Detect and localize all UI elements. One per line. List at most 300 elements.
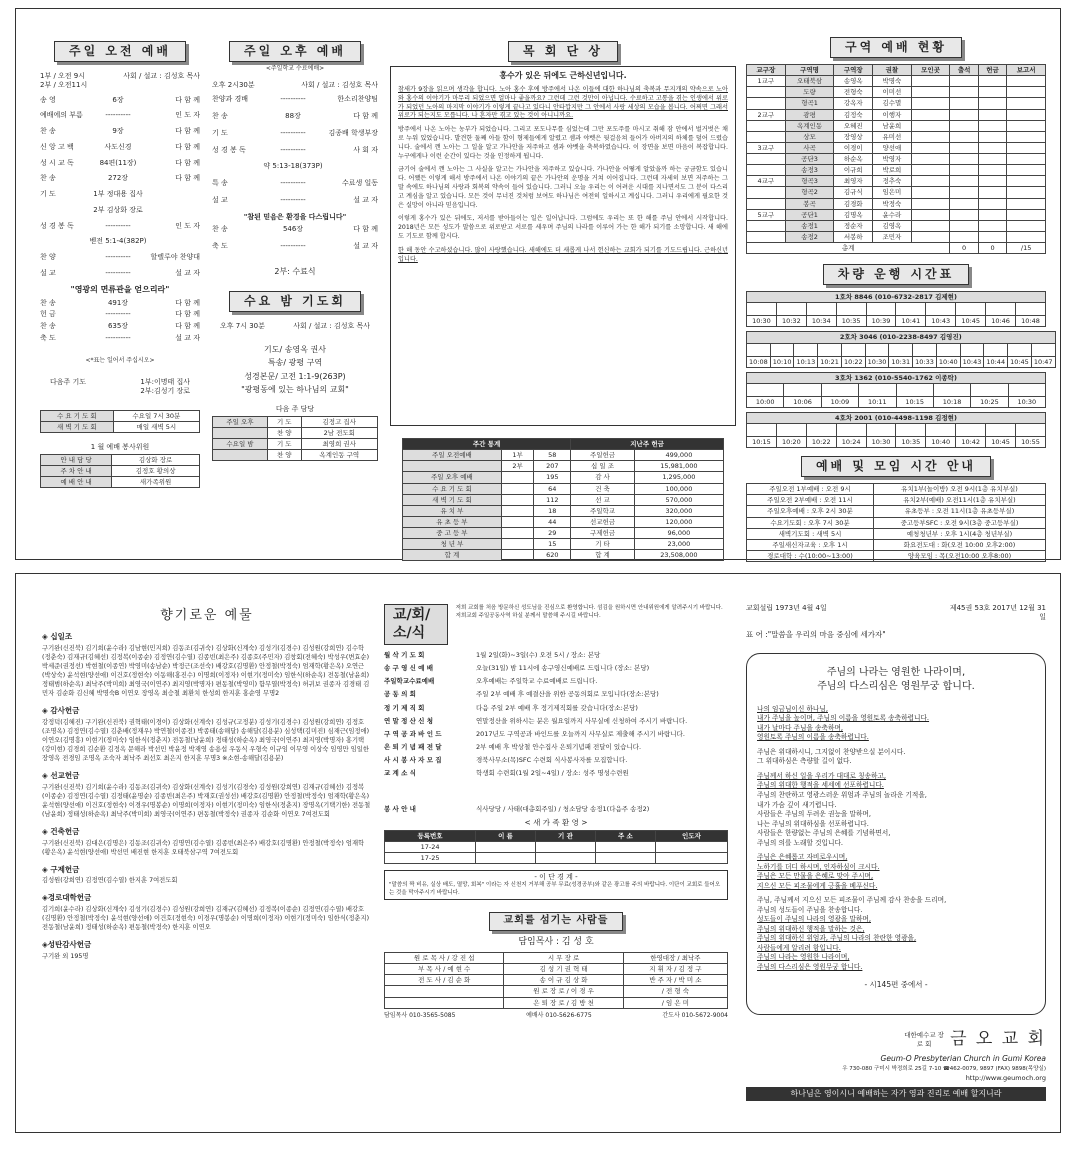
district-row [747, 131, 1046, 142]
table-cell [476, 853, 536, 864]
newcomer-title: < 새 가 족 환 영 > [524, 818, 588, 828]
table-cell: 은 퇴 장 로 / 김 방 천 [504, 997, 623, 1008]
pastor-column [390, 9, 736, 559]
district-row [747, 109, 1046, 120]
order-row [212, 146, 378, 155]
table-row [403, 550, 724, 561]
table-cell: 김 성 기 권 혁 태 [504, 964, 623, 975]
district-cell [978, 187, 1006, 198]
bulletin-outer-sheet [15, 573, 1061, 1133]
table-row [403, 505, 724, 516]
bus-time-cell: 10:08 [747, 356, 771, 367]
table-cell: 시 무 장 로 [504, 953, 623, 964]
order-person: 다 함 께 [175, 174, 200, 183]
motto-label: 표 어 [746, 629, 763, 639]
table-cell [403, 461, 502, 472]
bus-stop-cell [747, 343, 771, 356]
bus-time-cell: 10:44 [984, 356, 1008, 367]
table-cell [501, 550, 534, 561]
district-cell [950, 165, 978, 176]
table-cell: 양육모임 : 목(오전10:00 오후8:00) [874, 550, 1046, 561]
table-cell: 2부 [501, 461, 534, 472]
table-cell: 십 일 조 [571, 461, 635, 472]
order-person: 설 교 자 [353, 195, 378, 204]
district-row [747, 87, 1046, 98]
schedule-title: 예배 및 모임 시간 안내 [801, 456, 991, 477]
table-header-cell: 등록번호 [385, 830, 476, 841]
district-cell [1007, 120, 1046, 131]
district-row [747, 154, 1046, 165]
offering-group-title: ◈ 십일조 [42, 632, 73, 642]
table-cell: 570,000 [634, 494, 723, 505]
bus-stop-cell [866, 424, 896, 437]
bus-time-cell: 10:30 [865, 356, 889, 367]
table-cell: 58 [534, 450, 571, 461]
psalm-line: 주님의 다스리심은 영원무궁 합니다. [757, 962, 863, 971]
district-cell: 사곡 [785, 142, 834, 153]
psalm-heading [757, 666, 1035, 695]
table-row [385, 953, 728, 964]
bus-time-cell: 10:33 [913, 356, 937, 367]
table-cell: 새 벽 기 도 회 [403, 494, 502, 505]
district-cell: 강옥자 [834, 98, 873, 109]
table-cell: 23,000 [634, 539, 723, 550]
phone-number: 간도사 010-5672-9004 [662, 1011, 728, 1019]
order-person [148, 206, 200, 215]
order-item: 기 도 [40, 190, 56, 198]
table-cell: 29 [534, 528, 571, 539]
table-cell [501, 516, 534, 527]
table-cell [501, 494, 534, 505]
district-row [747, 76, 1046, 87]
psalm-line: 내가 주님을 높이며, 주님의 이름을 영원토록 송축하렵니다. [757, 714, 930, 723]
order-detail: 635장 [107, 322, 129, 330]
table-cell: 구제헌금 [571, 528, 635, 539]
district-cell: 김수멸 [873, 98, 912, 109]
order-item: 축 도 [40, 333, 56, 342]
district-cell [978, 98, 1006, 109]
cover-column [746, 574, 1046, 1132]
bus-stop-cell [896, 383, 933, 396]
order-row [40, 222, 200, 231]
table-cell: 새 벽 기 도 회 [41, 421, 114, 432]
order-row [212, 242, 378, 251]
afternoon-service-column [212, 9, 378, 559]
offering-group-names: 구기완 외 195명 [42, 952, 89, 960]
bus-time-cell: 10:22 [806, 437, 836, 448]
district-cell [978, 76, 1006, 87]
offering-group-title: ◈ 선교헌금 [42, 771, 80, 781]
psalm-line: 주님은 은혜롭고 자비로우시며, [757, 853, 848, 862]
order-item: 송 영 [40, 95, 56, 104]
bus-route-table [746, 412, 1046, 448]
table-cell [536, 853, 596, 864]
bus-stop-cell [956, 303, 986, 316]
news-item [384, 730, 728, 738]
district-cell: 정순자 [834, 220, 873, 231]
district-cell: 이미선 [873, 87, 912, 98]
district-cell [978, 220, 1006, 231]
morning-times: 1부 / 오전 9시 2부 / 오전11시 [40, 72, 88, 89]
order-item: 찬 송 [40, 127, 56, 135]
district-cell: 송정3 [785, 165, 834, 176]
order-item: 찬 양 [40, 253, 56, 261]
table-cell: 전 도 사 / 김 순 화 [385, 975, 504, 986]
district-cell: 형곡2 [785, 187, 834, 198]
table-cell [501, 505, 534, 516]
district-cell [950, 109, 978, 120]
bus-route-header [747, 412, 1046, 423]
bus-route-name: 3호차 1362 (010-5540-1762 이종탁) [747, 372, 1046, 383]
table-cell: 44 [534, 516, 571, 527]
wednesday-title: 수요 밤 기도회 [229, 291, 361, 312]
district-total-cell: 0 [950, 243, 978, 254]
district-cell [747, 198, 786, 209]
table-cell: 주일헌금 [571, 450, 635, 461]
table-row [747, 550, 1046, 561]
issue-number: 제45권 53호 2017년 12월 31일 [949, 604, 1046, 621]
bus-time-cell: 10:30 [1008, 396, 1045, 407]
district-cell [747, 98, 786, 109]
table-row [403, 528, 724, 539]
district-row [747, 220, 1046, 231]
table-cell: 주일 오후 [213, 416, 268, 427]
bus-stop-cell [818, 343, 842, 356]
order-row [212, 196, 378, 205]
district-cell: 이규희 [834, 165, 873, 176]
bus-stop-cell [936, 343, 960, 356]
table-row [403, 450, 724, 461]
district-cell [1007, 154, 1046, 165]
senior-pastor: 담임목사 : 김 성 호 [518, 936, 594, 947]
district-title: 구역 예배 현황 [830, 37, 962, 58]
order-row [40, 299, 200, 308]
order-item: 찬양과 경배 [212, 95, 249, 104]
district-row [747, 231, 1046, 242]
district-cell: 정추숙 [873, 176, 912, 187]
district-cell [1007, 220, 1046, 231]
table-cell: 195 [534, 472, 571, 483]
bus-stop-row [747, 303, 1046, 316]
order-detail: ---------- [280, 195, 306, 204]
news-item-text: 2부 예배 후 박상철 안수집사 은퇴기념패 전달이 있습니다. [476, 742, 642, 751]
district-cell [911, 220, 950, 231]
district-cell [950, 154, 978, 165]
afternoon-preacher: 사회 / 설교 : 김성호 목사 [301, 80, 378, 89]
next-prayer-names: 1부:이명태 집사 2부:김성기 장로 [140, 378, 190, 395]
table-cell: 주일 오후 예배 [403, 472, 502, 483]
district-cell: 공단1 [785, 209, 834, 220]
district-cell [747, 120, 786, 131]
table-cell: 유치1부(놀이방) 오전 9시(1층 유치부실) [874, 484, 1046, 495]
table-cell: 김상화 장로 [112, 454, 200, 465]
order-person: 사 회 자 [353, 145, 378, 154]
table-row [747, 539, 1046, 550]
table-cell: / 전 형 숙 [623, 986, 727, 997]
news-item-title: 은 퇴 기 념 패 전 달 [384, 742, 442, 751]
bus-time-cell: 10:45 [956, 316, 986, 327]
news-item-title: 구 역 공 과 바 인 드 [384, 729, 442, 738]
pastor-paragraph: 이렇게 홍수가 있은 뒤에도, 저서를 받아들이는 일은 일어납니다. 그럼에도 우리는 또 한 해를 주님 안에서 시작합니다. 2018년은 모든 성도가 말씀으로 위로받고 서로를 세우며 주님의 나라를 이루어 가는 한 해가 되기를 소망합니다. 새 해에도 기도로 함께 합시다. [398, 215, 728, 240]
district-cell: 전형숙 [834, 87, 873, 98]
order-item [212, 162, 260, 171]
standing-note: <*표는 일어서 주십시오> [85, 356, 155, 364]
order-detail: ---------- [280, 242, 306, 250]
district-cell: 김정숙 [834, 109, 873, 120]
district-header-cell: 교구장 [747, 65, 786, 76]
table-row [385, 964, 728, 975]
news-item-title: 교 계 소 식 [384, 769, 416, 778]
order-detail: 벧전 5:1-4(382P) [89, 237, 147, 246]
district-cell [747, 154, 786, 165]
news-item [384, 717, 728, 725]
news-column [384, 574, 728, 1132]
district-cell [1007, 98, 1046, 109]
table-cell [655, 841, 727, 852]
table-cell: 기 도 [268, 438, 302, 449]
district-cell [978, 120, 1006, 131]
newcomer-table [384, 830, 728, 864]
table-cell: 건 축 [571, 483, 635, 494]
church-slogan: 하나님은 영이시니 예배하는 자가 영과 진리로 예배 할지니라 [746, 1087, 1046, 1101]
bus-time-cell: 10:40 [936, 356, 960, 367]
offering-group-names: 구기완(신진북) 김대은(김명은) 김동조(김귀숙) 김명연(김수열) 김종빈(최은주) 배강호(김명환) 안정철(박정숙) 엄재학(황은옥) 윤석현(양선애) 박선민 배진현 한지훈 오태북삼구역 7여전도회 [42, 839, 365, 856]
order-person: 다 함 께 [175, 142, 200, 151]
table-cell [213, 450, 268, 461]
district-cell: 오혜진 [834, 120, 873, 131]
order-person [148, 190, 200, 199]
order-row [40, 159, 200, 168]
morning-service-column [40, 9, 200, 559]
bus-stop-cell [747, 303, 777, 316]
weekly-stats-table [402, 438, 724, 561]
news-item-text: 경북사무소(목)SFC 수련회 식사봉사자를 모집합니다. [476, 756, 628, 764]
denomination: 대한예수교 장 로 회 [904, 1031, 944, 1048]
bus-time-cell: 10:47 [1031, 356, 1055, 367]
bus-stop-cell [1008, 343, 1032, 356]
morning-order [40, 96, 200, 278]
order-person: 다 함 께 [175, 127, 200, 135]
service-guide-label: 봉 사 안 내 [384, 805, 416, 814]
bus-stop-cell [1008, 383, 1045, 396]
table-cell: 주일새신자교육 : 오후 1시 [747, 539, 874, 550]
info-column [746, 9, 1053, 560]
district-header-cell: 출석 [950, 65, 978, 76]
pastor-paragraph: 참새가 9장을 읽으며 생각을 합니다. 노아 홍수 후에 방주에서 나온 이들에 대한 하나님의 축복과 무지개의 약속으로 노아와 홍수의 이야기가 마무리 되었으면 얼마나 좋을까요? 그런데 그런 것만이 아닙니다. 수료하고 고통을 겪는 인생에서 위로가 되었던 노아의 마지막 이야기가 이렇게 끝나고 있다니 안타깝지만 그 안에서 사랑 세상의 모습을 봅니다. 어쩌면 그래서 위로가 되는지도 모릅니다. 나 혼자만 겪고 있는 것이 아니니까요. [398, 86, 728, 120]
table-row [747, 506, 1046, 517]
table-cell: 620 [534, 550, 571, 561]
order-person: 설 교 자 [175, 333, 200, 342]
order-item [40, 237, 88, 246]
district-cell: 장영상 [834, 131, 873, 142]
order-detail: 546장 [282, 225, 304, 234]
offering-group-title: ◈성탄감사헌금 [42, 940, 92, 950]
district-cell: 송정1 [785, 220, 834, 231]
pastor-headline: 홍수가 있은 뒤에도 근하신년입니다. [499, 71, 627, 80]
bus-time-row [747, 437, 1046, 448]
psalm-line: 주님의 위대하신 위엄과, 주님의 나라의 찬란한 영광을, [757, 934, 917, 943]
offering-group-title: ◈ 구제헌금 [42, 864, 80, 874]
wednesday-time: 오후 7시 30분 [220, 321, 265, 330]
district-cell: 광평 [785, 109, 834, 120]
table-cell: 112 [534, 494, 571, 505]
pastor-box [390, 66, 736, 426]
order-row [40, 310, 200, 319]
church-website[interactable]: http://www.geumoch.org [965, 1074, 1046, 1083]
psalm-text [757, 705, 1035, 972]
order-item: 찬 송 [40, 174, 56, 183]
order-detail: ---------- [105, 253, 131, 261]
news-item-title: 공 동 의 회 [384, 690, 416, 699]
bus-time-cell: 10:10 [770, 356, 794, 367]
bus-stop-cell [956, 424, 986, 437]
table-row [403, 516, 724, 527]
news-item [384, 677, 728, 685]
district-cell [911, 187, 950, 198]
morning-order-2 [40, 299, 200, 343]
bus-time-cell: 10:00 [747, 396, 784, 407]
district-header-cell: 구역명 [785, 65, 834, 76]
table-cell: 주 차 안 내 [41, 465, 112, 476]
table-row [747, 517, 1046, 528]
district-cell [978, 87, 1006, 98]
news-item [384, 756, 728, 764]
district-cell [978, 109, 1006, 120]
district-cell [950, 187, 978, 198]
afternoon-time: 오후 2시30분 [212, 80, 255, 89]
bus-stop-cell [1031, 343, 1055, 356]
district-cell [911, 154, 950, 165]
news-item [384, 704, 728, 712]
order-item: 찬 송 [212, 225, 228, 234]
order-detail: 272장 [107, 174, 129, 183]
district-cell [978, 209, 1006, 220]
news-item-text: 연말정산을 위하시는 분은 월요일까지 사무실에 신청하여 주시기 바랍니다. [476, 716, 688, 725]
news-item-text: 1월 2일(화)~3일(수) 오전 5시 / 장소: 본당 [476, 651, 601, 659]
district-header-cell: 헌금 [978, 65, 1006, 76]
pastor-text [398, 86, 728, 264]
district-cell [950, 231, 978, 242]
bus-time-cell: 10:35 [896, 437, 926, 448]
bus-stop-cell [1016, 424, 1046, 437]
morning-service-title: 주일 오전 예배 [54, 41, 186, 62]
table-cell: 합 계 [571, 550, 635, 561]
news-item-text: 학생회 수련회(1월 2일~4일) / 장소: 성주 명성수련원 [476, 769, 629, 778]
order-person: 다 함 께 [353, 112, 378, 120]
order-item: 성 경 봉 독 [40, 221, 74, 230]
order-person: 다 함 께 [175, 95, 200, 104]
bus-stop-cell [821, 383, 858, 396]
order-row [40, 174, 200, 183]
table-cell: 중 고 등 부 [403, 528, 502, 539]
table-header-row [385, 830, 728, 841]
district-cell: 양선애 [873, 142, 912, 153]
table-cell [501, 528, 534, 539]
district-cell: 하순옥 [834, 154, 873, 165]
stats-header-row [403, 439, 724, 450]
district-cell: 박로희 [873, 165, 912, 176]
psalm-heading-line: 주님의 나라는 영원한 나라이며, [826, 666, 966, 678]
pastor-paragraph: 방주에서 나온 노아는 농부가 되었습니다. 그리고 포도나무를 심었는데 그만 포도주를 마시고 취해 잠 안에서 벌거벗은 채로 누워 있었습니다. 발견한 둘째 아들 함이 형제들에게 알렸고 셈과 야벳은 뒷걸음쳐 들어가 아버지의 하체를 덮어 드렸습니다. 술에서 깬 노아는 그 일을 알고 가나안을 저주하고 셈과 야벳을 축복하였습니다. 이 장면을 보면 마음이 복잡합니다. 누구에게나 이런 순간이 있다는 것을 인정하게 됩니다. [398, 126, 728, 160]
table-cell: 한영대장 / 최낙주 [623, 953, 727, 964]
district-cell: 1교구 [747, 76, 786, 87]
district-cell [911, 142, 950, 153]
table-cell: 17-25 [385, 853, 476, 864]
table-cell: 주일오전 1부예배 : 오전 9시 [747, 484, 874, 495]
news-item-text: 다음 주일 2부 예배 후 정기제직회를 갖습니다(장소:본당) [476, 703, 638, 712]
bus-time-cell: 10:55 [1016, 437, 1046, 448]
bus-route-name: 4호차 2001 (010-4498-1198 김정현) [747, 412, 1046, 423]
district-row [747, 187, 1046, 198]
bus-time-cell: 10:30 [747, 316, 777, 327]
order-detail: ---------- [280, 128, 306, 137]
table-cell [476, 841, 536, 852]
table-row [385, 986, 728, 997]
offering-group-names: 구기완(신진북) 김기희(윤수라) 김남현(민지희) 김동조(김귀숙) 김상화(신계숙) 김성기(김경수) 김성원(강희연) 김수학(정춘숙) 김재규(김혜선) 김정복(이종순) 김정연(김수열) 김종빈(최은주) 김종호(주민자) 김창회(전혜숙) 박성우(변효순) 박세준(권정선) 박현철(이종연) 박영미(송남순) 박정근(조선숙) 배강호(김명환) 안정철(박정숙) 엄재학(황은옥) 오연근(박상숙) 윤석현(양선애) 이건호(정현숙) 이동해(홍진수) 이명희(이정자) 이현기(정미숙) 임한식(하순옥) 전동철(남윤희) 정태범(하순옥) 최낙주(박미희) 최영국(이연주) 최지영(박명자) 편동철(박영미) 함무열(박정숙) 허귀보 권종자 김경태 김민자 김순화 김신혜 박명숙B 이연오 장영옥 최승철 최환치 한성희 한지훈 홍순영 무명2 [42, 644, 370, 698]
order-detail: ---------- [280, 179, 306, 187]
order-detail: ---------- [280, 145, 306, 154]
next-prayer-label: 다음주 기도 [50, 378, 87, 386]
district-cell: 송영옥 [834, 76, 873, 87]
district-cell: 남윤희 [873, 120, 912, 131]
table-cell: 96,000 [634, 528, 723, 539]
district-cell [911, 231, 950, 242]
offering-group-names: 김기희(윤수라) 김상화(신계숙) 김성기(김경수) 김성원(강희연) 김재규(김혜선) 김정복(이종순) 김정연(김수열) 배강호(김명환) 안정철(박정숙) 윤석현(양선애) 이건호(정현숙) 이경우(명봉순) 이명희(이정자) 이현기(정미숙) 임한식(정춘지) 전동철(남윤희) 정태성(하순옥) 편동철(박정숙) 한지훈 이연오 [42, 905, 370, 931]
district-table [746, 64, 1046, 254]
bus-time-cell: 10:46 [986, 316, 1016, 327]
table-header-cell: 기 관 [536, 830, 596, 841]
district-row [747, 176, 1046, 187]
afternoon-service-title: 주일 오후 예배 [229, 41, 361, 62]
district-header-cell: 보고서 [1007, 65, 1046, 76]
district-cell [911, 120, 950, 131]
motto: :"말씀을 우리의 마음 중심에 세가자" [765, 629, 886, 639]
psalm-line: 주님께서 하신 일을 우리가 대대로 칭송하고, [757, 771, 887, 780]
district-cell [1007, 87, 1046, 98]
table-cell: 320,000 [634, 505, 723, 516]
psalm-line: 영원토록 주님의 이름을 송축하렵니다. [757, 733, 869, 742]
servants-title: 교회를 섬기는 사람들 [489, 912, 624, 931]
bus-stop-cell [794, 343, 818, 356]
bus-time-row [747, 356, 1056, 367]
table-header-cell: 주 소 [595, 830, 655, 841]
bus-time-cell: 10:15 [896, 396, 933, 407]
district-cell [978, 142, 1006, 153]
table-cell: 주일 오전예배 [403, 450, 502, 461]
order-detail: 1부 정대용 집사 [93, 190, 143, 198]
bus-time-row [747, 316, 1046, 327]
bus-time-cell: 10:22 [841, 356, 865, 367]
district-cell [747, 187, 786, 198]
bus-title: 차량 운행 시간표 [823, 264, 970, 285]
news-intro: 저희 교회를 처음 방문하신 성도님을 진심으로 환영합니다. 섬김을 원하시면 안내위원에게 알려주시기 바랍니다. 저희교회 주일공동사역 하실 분께서 말씀해 주시길 바랍니다. [455, 605, 723, 620]
offering-group-names: 구기완(신진북) 김기희(윤수라) 김동조(김귀숙) 김상화(신계숙) 김성기(김경숙) 김성원(강희연) 김재규(김혜선) 김정복(이종순) 김정연(김수열) 김정태(윤명순) 김종빈(최은주) 박재호(권성선) 배강호(김명환) 안정철(박정숙) 엄재학(황은옥) 윤석현(양선애) 이건호(정현숙) 이경우(명봉순) 이명희(이정자) 이현기(정미숙) 임한식(정춘지) 장명옥(기택기한) 전동철(남윤희) 정태성(하순옥) 최낙주(박미희) 최영국(이연주) 편동철(박정숙) 권종자 김순화 이연오 7여전도회 [42, 783, 371, 819]
order-item: 찬 송 [212, 112, 228, 120]
district-cell: 유미선 [873, 131, 912, 142]
psalm-line: 주님은 위대하시니, 그지없이 찬양받으실 분이시다. [757, 747, 906, 756]
afternoon-sermon-title: "참된 믿음은 환경을 다스립니다" [243, 212, 347, 221]
bus-stop-cell [836, 303, 866, 316]
bus-time-cell: 10:32 [776, 316, 806, 327]
district-cell [911, 98, 950, 109]
district-total-row [747, 243, 1046, 254]
wednesday-details [212, 343, 378, 397]
district-cell [747, 231, 786, 242]
district-cell [747, 131, 786, 142]
bus-time-cell: 10:48 [1016, 316, 1046, 327]
table-cell: 중고등부SFC : 오전 9시(3층 중고등부실) [874, 517, 1046, 528]
district-cell [1007, 209, 1046, 220]
